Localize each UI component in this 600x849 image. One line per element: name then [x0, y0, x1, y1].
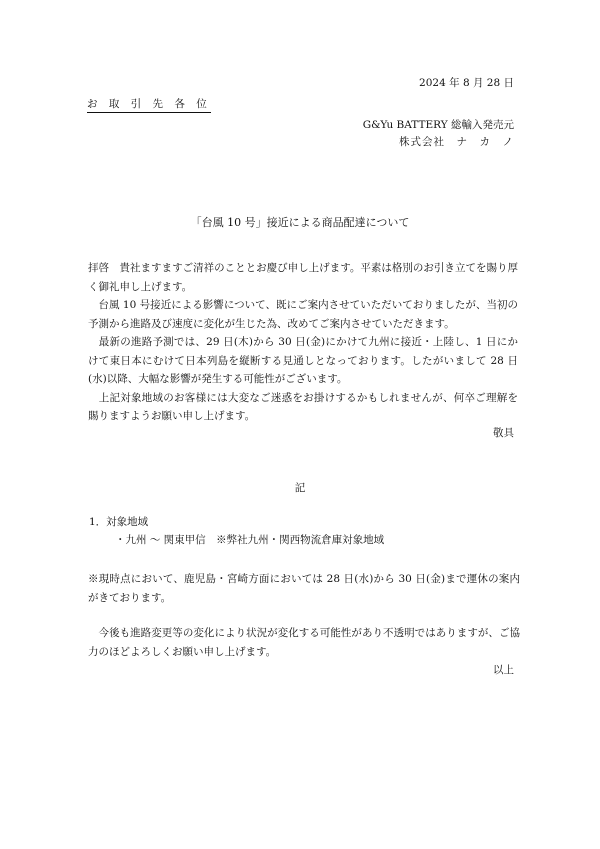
letter-body — [88, 259, 518, 426]
body-paragraph-greeting: 拝啓 貴社ますますご清祥のこととお慶び申し上げます。平素は格別のお引き立てを賜り厚く御礼申し上げます。 — [88, 262, 518, 293]
target-area-heading: 1．対象地域 — [89, 516, 149, 528]
body-paragraph-apology: 上記対象地域のお客様には大変なご迷惑をお掛けするかもしれませんが、何卒ご理解を賜りますようお願い申し上げます。 — [88, 391, 518, 422]
body-paragraph-forecast: 最新の進路予測では、29 日(木)から 30 日(金)にかけて九州に接近・上陸し、1 日にかけて東日本にむけて日本列島を縦断する見通しとなっております。したがいまして 28 日(水)以降、大幅な影響が発生する可能性がございます。 — [88, 336, 518, 385]
letter-title: 「台風 10 号」接近による商品配達について — [190, 216, 410, 229]
target-area-item: ・九州 ～ 関東甲信 ※弊社九州・関西物流倉庫対象地域 — [115, 534, 385, 546]
sender-company-line: G&Yu BATTERY 総輸入発売元 — [362, 119, 514, 131]
closing-ijou: 以上 — [493, 664, 514, 676]
note-cooperation: 今後も進路変更等の変化により状況が変化する可能性があり不透明ではありますが、ご協力のほどよろしくお願い申し上げます。 — [88, 627, 520, 658]
closing-keigu: 敬具 — [493, 427, 514, 439]
sender-name-line: 株式会社 ナ カ ノ — [399, 136, 514, 148]
details-heading: 記 — [294, 482, 306, 494]
note-suspension: ※現時点において、鹿児島・宮崎方面においては 28 日(水)から 30 日(金)まで運休の案内がきております。 — [88, 573, 520, 604]
body-paragraph-impact: 台風 10 号接近による影響について、既にご案内させていただいておりましたが、当初の予測から進路及び速度に変化が生じた為、改めてご案内させていただきます。 — [88, 299, 518, 330]
letter-date: 2024 年 8 月 28 日 — [419, 77, 514, 89]
addressee: お 取 引 先 各 位 — [87, 98, 211, 113]
